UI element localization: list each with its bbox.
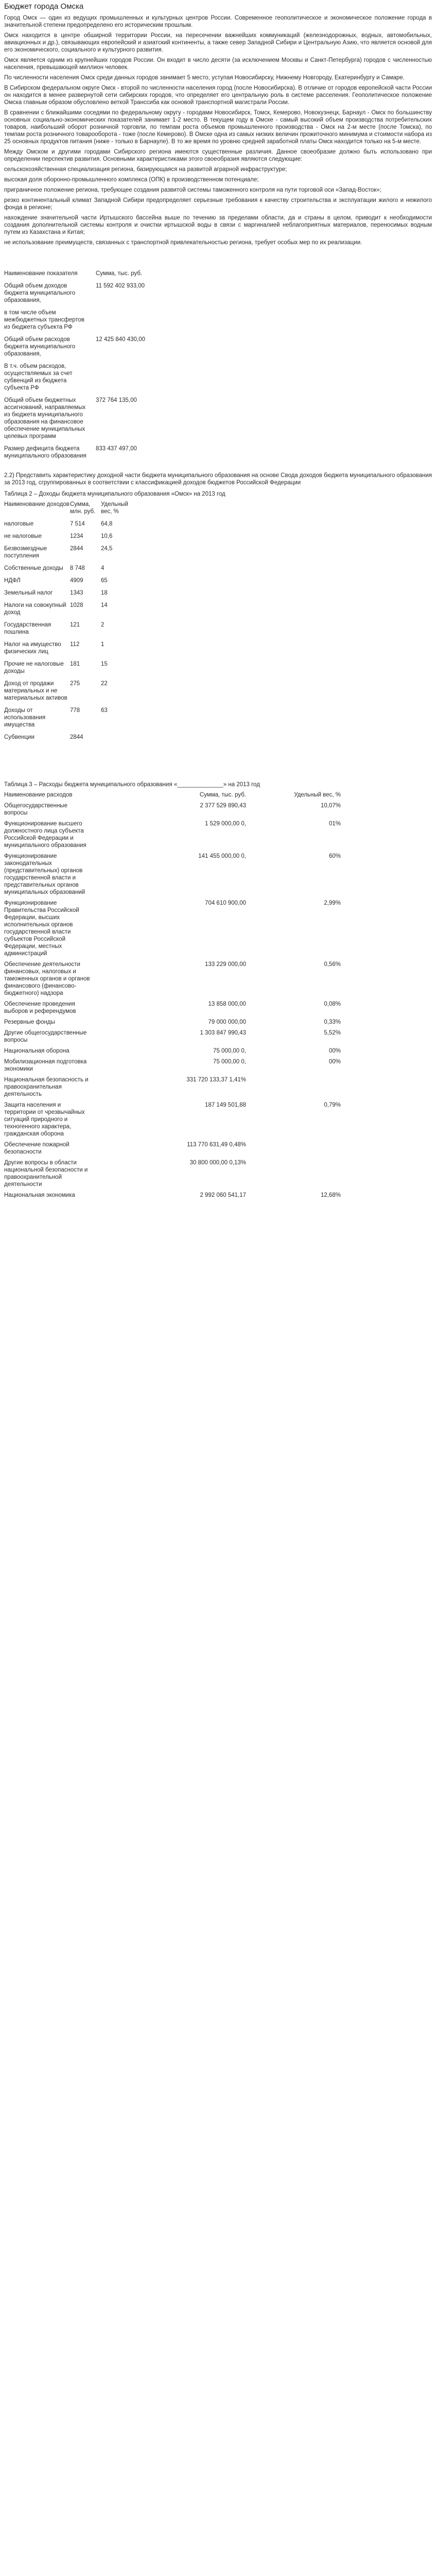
table-row: [4, 1159, 341, 1192]
row-sum: 1028: [70, 602, 83, 608]
row-share: 2,99%: [324, 900, 341, 906]
intro-paragraph: не использование преимуществ, связанных с транспортной привлекательностью региона, требует особых мер по их реализации.: [4, 240, 362, 246]
row-share: [248, 1159, 341, 1192]
row-share: [101, 734, 132, 746]
intro-paragraph: сельскохозяйственная специализация региона, базирующаяся на развитой аграрной инфраструктуре;: [4, 166, 287, 173]
intro-paragraph: приграничное положение региона, требующее создания развитой системы таможенного контроля на пути торговой оси «Запад-Восток»;: [4, 187, 381, 193]
row-share: 65: [101, 578, 108, 584]
table3-caption: Таблица 3 – Расходы бюджета муниципального образования «______________» на 2013 год: [4, 782, 260, 788]
table-row: [4, 1029, 341, 1047]
row-share: 0,08%: [324, 1001, 341, 1007]
column-header: Удельный вес, %: [101, 501, 128, 515]
row-share: 15: [101, 661, 108, 667]
row-sum: 2 377 529 890,43: [200, 803, 246, 809]
table-row: [4, 533, 132, 545]
table-row: [4, 1019, 341, 1029]
row-label: Обеспечение деятельности финансовых, налоговых и таможенных органов и органов финансового (финансово-бюджетного) надзора: [4, 961, 90, 996]
document-page: [0, 0, 436, 1213]
row-share: 10,07%: [320, 803, 341, 809]
row-share: 12,68%: [320, 1192, 341, 1198]
row-label: Функционирование высшего должностного лица субъекта Российской Федерации и муниципального образования: [4, 821, 86, 849]
row-label: Доход от продажи материальных и не материальных активов: [4, 681, 67, 701]
table-row: [4, 802, 341, 820]
expenditure-table: [4, 791, 341, 1202]
row-label: Безвозмездные поступления: [4, 546, 47, 559]
row-share: 00%: [328, 1048, 341, 1054]
column-header: Сумма, тыс. руб.: [96, 270, 143, 277]
table-row: [4, 363, 199, 397]
row-label: Налоги на совокупный доход: [4, 602, 66, 616]
row-share: 00%: [328, 1059, 341, 1065]
table-header-row: [4, 270, 199, 282]
table-row: [4, 1001, 341, 1019]
row-label: Налог на имущество физических лиц: [4, 641, 61, 655]
intro-paragraph: резко континентальный климат Западной Сибири предопределяет серьезные требования к качеству строительства и эксплуатации жилого и нежилого фонда в регионе;: [4, 197, 432, 211]
table-row: [4, 445, 199, 465]
row-label: Резервные фонды: [4, 1019, 55, 1025]
table-row: [4, 820, 341, 853]
table-row: [4, 1076, 341, 1101]
row-value: [96, 309, 199, 336]
row-label: не налоговые: [4, 533, 42, 539]
row-label: Функционирование Правительства Российской Федерации, высших исполнительных органов государственной власти субъектов Российской Федерации, местных администраций: [4, 900, 79, 957]
row-label: НДФЛ: [4, 578, 21, 584]
row-label: Национальная безопасность и правоохранительная деятельность: [4, 1077, 89, 1097]
table-row: [4, 900, 341, 961]
row-value: 833 437 497,00: [96, 446, 137, 452]
intro-paragraph: Город Омск — один из ведущих промышленных и культурных центров России. Современное геополитическое и экономическое положение города в значительной степени предопределено его историческим прошлым.: [4, 15, 432, 28]
row-sum: 1 303 847 990,43: [200, 1030, 246, 1036]
row-sum: 75 000,00 0,: [213, 1048, 246, 1054]
row-share: 10,6: [101, 533, 113, 539]
row-share: 1: [101, 641, 104, 648]
row-value: 372 764 135,00: [96, 397, 137, 403]
table-row: [4, 397, 199, 445]
row-label: Функционирование законодательных (представительных) органов государственной власти и представительных органов муниципальных образований: [4, 853, 85, 895]
row-sum: 112: [70, 641, 80, 648]
intro-paragraph: В сравнении с ближайшими соседями по федеральному округу - городами Новосибирск, Томск, Кемерово, Новокузнецк, Барнаул - Омск по большинству основных социально-экономических показателей занимает 1-2 место. В текущем году в Омске - самый высокий объем производства потребительских товаров, наибольший оборот розничной торговли, по темпам роста объемов промышленного производства - Омск на 2-м месте (после Томска), по темпам роста розничного товарооборота - тоже (после Кемерово). В Омске одна из самых низких величин прожиточного минимума и стоимости набора из 25 основных продуктов питания (ниже - только в Барнауле). В то же время по уровню средней заработной платы Омск находится только на 5-м месте.: [4, 110, 432, 145]
column-header: Наименование расходов: [4, 792, 73, 798]
row-sum: 113 770 631,49 0,48%: [187, 1142, 246, 1148]
row-sum: 275: [70, 681, 80, 687]
row-sum: 778: [70, 707, 80, 714]
row-label: Другие вопросы в области национальной безопасности и правоохранительной деятельности: [4, 1160, 88, 1188]
row-sum: 7 514: [70, 521, 85, 527]
row-label: Общий объем расходов бюджета муниципального образования,: [4, 336, 76, 357]
row-sum: 79 000 000,00: [208, 1019, 246, 1025]
table-row: [4, 641, 132, 660]
table-row: [4, 1141, 341, 1159]
row-label: Общий объем доходов бюджета муниципального образования,: [4, 283, 76, 303]
revenue-table: [4, 501, 132, 746]
intro-paragraph: Омск находится в центре обширной территории России, на пересечении важнейших коммуникаций (железнодорожных, водных, автомобильных, авиационных и др.), связывающих европейский и азиатский континенты, а также север Западной Сибири и Центральную Азию, что является основой для его экономического, социального и культурного развития.: [4, 32, 432, 53]
row-label: Общегосударственные вопросы: [4, 803, 67, 816]
row-label: Обеспечение пожарной безопасности: [4, 1142, 69, 1155]
section-2-2-paragraph: 2.2) Представить характеристику доходной части бюджета муниципального образования на основе Свода доходов бюджета муниципального образования за 2013 год, сгруппированных в соответствии с классификацией доходов бюджетов Российской Федерации: [4, 472, 432, 486]
row-sum: 13 858 000,00: [208, 1001, 246, 1007]
intro-paragraph: В Сибирском федеральном округе Омск - второй по численности населения город (после Новосибирска). В отличие от городов европейской части России он находится в менее развернутой сети сибирских городов, что определяет его центральную роль в системе расселения. Геополитическое положение Омска главным образом обусловлено веткой Транссиба как основой транспортной магистрали России.: [4, 85, 432, 106]
row-label: Национальная экономика: [4, 1192, 75, 1198]
row-label: Национальная оборона: [4, 1048, 69, 1054]
row-label: Общий объем бюджетных ассигнований, направляемых из бюджета муниципального образования на финансовое обеспечение муниципальных целевых программ: [4, 397, 86, 439]
table-row: [4, 602, 132, 621]
row-value: 11 592 402 933,00: [96, 283, 145, 289]
row-label: Размер дефицита бюджета муниципального образования: [4, 446, 86, 459]
row-sum: 704 610 900,00: [205, 900, 246, 906]
table-row: [4, 282, 199, 309]
row-share: 2: [101, 622, 104, 628]
row-label: Государственная пошлина: [4, 622, 51, 635]
table-row: [4, 589, 132, 602]
intro-paragraph: Омск является одним из крупнейших городов России. Он входит в число десяти (за исключением Москвы и Санкт-Петербурга) городов с численностью населения, превышающей миллион человек.: [4, 57, 432, 71]
row-sum: 75 000,00 0,: [213, 1059, 246, 1065]
table2-caption: Таблица 2 – Доходы бюджета муниципального образования «Омск» на 2013 год: [4, 491, 225, 497]
row-value: 12 425 840 430,00: [96, 336, 145, 343]
table-row: [4, 707, 132, 734]
row-label: Субвенции: [4, 734, 34, 740]
row-value: [96, 363, 199, 397]
intro-paragraph: Между Омском и другими городами Сибирского региона имеются существенные различия. Данное своеобразие должно быть использовано при определении перспектив развития. Основными характеристиками этого своеобразия являются следующие:: [4, 149, 432, 162]
row-sum: 1343: [70, 590, 83, 596]
row-sum: 4909: [70, 578, 83, 584]
row-share: [248, 1076, 341, 1101]
row-share: 0,33%: [324, 1019, 341, 1025]
row-sum: 2844: [70, 546, 83, 552]
row-share: 24,5: [101, 546, 113, 552]
table-row: [4, 734, 132, 746]
column-header: Удельный вес, %: [294, 792, 341, 798]
table-row: [4, 336, 199, 363]
table-row: [4, 1047, 341, 1058]
table-row: [4, 577, 132, 589]
column-header: Сумма, тыс. руб.: [199, 792, 246, 798]
row-sum: 187 149 501,88: [205, 1102, 246, 1108]
row-share: 64,8: [101, 521, 113, 527]
row-sum: 8 748: [70, 565, 85, 571]
intro-paragraph: По численности населения Омск среди данных городов занимает 5 место, уступая Новосибирску, Нижнему Новгороду, Екатеринбургу и Самаре.: [4, 75, 405, 81]
row-share: 0,56%: [324, 961, 341, 968]
row-share: 01%: [328, 821, 341, 827]
table-row: [4, 565, 132, 577]
row-sum: 121: [70, 622, 80, 628]
table-row: [4, 545, 132, 565]
row-label: Защита населения и территории от чрезвычайных ситуаций природного и техногенного характера, гражданская оборона: [4, 1102, 85, 1137]
row-sum: 331 720 133,37 1,41%: [186, 1077, 246, 1083]
table-row: [4, 660, 132, 680]
intro-paragraph: нахождение значительной части Иртышского бассейна выше по течению за пределами области, да и страны в целом, приводит к необходимости создания дополнительной системы контроля и очистки иртышской воды в связи с маргиналией неблагоприятных материалов, переносимых водным путем из Казахстана и Китая;: [4, 215, 432, 235]
table-row: [4, 309, 199, 336]
table-row: [4, 520, 132, 533]
intro-paragraph: высокая доля оборонно-промышленного комплекса (ОПК) в производственном потенциале;: [4, 177, 259, 183]
column-header: Наименование показателя: [4, 270, 78, 277]
row-label: Земельный налог: [4, 590, 53, 596]
row-label: в том числе объем межбюджетных трансфертов из бюджета субъекта РФ: [4, 310, 85, 330]
table-row: [4, 853, 341, 900]
table-row: [4, 680, 132, 707]
intro-section: [4, 14, 432, 246]
row-label: Обеспечение проведения выборов и референдумов: [4, 1001, 76, 1014]
table-row: [4, 1192, 341, 1202]
row-sum: 30 800 000,00 0,13%: [189, 1160, 246, 1166]
row-label: Собственные доходы: [4, 565, 63, 571]
row-label: налоговые: [4, 521, 34, 527]
table-row: [4, 621, 132, 641]
row-share: 5,52%: [324, 1030, 341, 1036]
table-row: [4, 961, 341, 1001]
row-share: 14: [101, 602, 108, 608]
row-label: Прочие не налоговые доходы: [4, 661, 64, 674]
row-sum: 133 229 000,00: [205, 961, 246, 968]
row-share: 63: [101, 707, 108, 714]
row-label: В т.ч. объем расходов, осуществляемых за счет субвенций из бюджета субъекта РФ: [4, 363, 73, 391]
row-share: [248, 1141, 341, 1159]
table-header-row: [4, 501, 132, 520]
row-share: 60%: [328, 853, 341, 859]
table-header-row: [4, 791, 341, 802]
document-title: Бюджет города Омска: [4, 2, 84, 11]
row-sum: 2844: [70, 734, 83, 740]
row-share: 4: [101, 565, 104, 571]
table-row: [4, 1101, 341, 1141]
row-sum: 1 529 000,00 0,: [205, 821, 246, 827]
budget-summary-table: [4, 270, 199, 465]
row-sum: 1234: [70, 533, 83, 539]
row-label: Мобилизационная подготовка экономики: [4, 1059, 87, 1072]
row-label: Другие общегосударственные вопросы: [4, 1030, 87, 1043]
row-sum: 141 455 000,00 0,: [198, 853, 246, 859]
table-row: [4, 1058, 341, 1076]
row-share: 18: [101, 590, 108, 596]
row-label: Доходы от использования имущества: [4, 707, 46, 728]
row-sum: 2 992 060 541,17: [200, 1192, 246, 1198]
row-sum: 181: [70, 661, 80, 667]
column-header: Сумма, млн. руб.: [70, 501, 96, 515]
row-share: 22: [101, 681, 108, 687]
column-header: Наименование доходов: [4, 501, 69, 507]
row-share: 0,79%: [324, 1102, 341, 1108]
